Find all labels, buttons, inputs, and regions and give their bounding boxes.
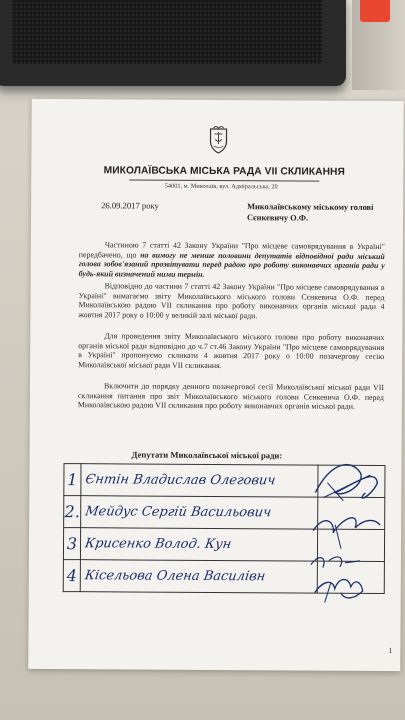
deputy-name: Крисенко Волод. Кун	[83, 536, 233, 553]
red-cap	[360, 0, 390, 22]
table-row	[63, 528, 384, 562]
table-row	[64, 464, 385, 498]
paragraph-1-text: Частиною 7 статті 42 Закону України "Про місцеве самоврядування в Україні" передбачено, що	[78, 240, 385, 260]
council-name: МИКОЛАЇВСЬКА МІСЬКА РАДА VII СКЛИКАННЯ	[103, 165, 345, 178]
addressee	[247, 201, 387, 224]
coat-of-arms-icon	[207, 126, 229, 154]
paragraph-2-text: Відповідно до частини 7 статті 42 Закону України "Про місцеве самоврядування в Україні" вимагаємо звіту Миколаївського міського голови Сєнкевича О.Ф. перед Миколаївською радою VII скликання про роботу виконавчих органів міської ради 4 жовтня 2017 року о 10:00 у великій залі міської ради.	[78, 281, 385, 321]
table-row	[64, 496, 385, 530]
signature-cell	[318, 465, 385, 497]
row-number: 2.	[64, 502, 80, 522]
paragraph-3-text: Для проведення звіту Миколаївського міського голови про роботу виконавчих органів міської ради відповідно до ч.7 ст.46 Закону України "Про місцеве самоврядування в Україні" пропонуємо скликати 4 жовтня 2017 року о 10:00 позачергову сесію Миколаївської міської ради VII скликання.	[78, 331, 385, 370]
deputy-name: Кісельова Олена Василівн	[83, 568, 267, 585]
paragraph-4	[78, 381, 384, 412]
paragraph-4-text: Включити до порядку денного позачергової сесії Миколаївської міської ради VII скликання питання про звіт Миколаївського міського голови Сєнкевича О.Ф. перед Миколаївською радою VII скликання про роботу виконавчих органів міської ради.	[77, 381, 385, 412]
paragraph-1-emphasis: на вимогу не менше половини депутатів відповідної ради міський голова зобов'язаний прозвітувати перед радою про роботу виконавчих органів ради у будь-який визначений ними термін.	[78, 250, 385, 279]
row-number: 3	[66, 534, 78, 554]
council-address: 54001, м. Миколаїв, вул. Адміральська, 20	[164, 182, 278, 191]
background-device	[0, 0, 405, 98]
paragraph-1	[79, 240, 385, 280]
device-screen	[12, 0, 322, 64]
signature-cell	[318, 529, 385, 561]
row-number: 1	[67, 470, 78, 490]
document-page	[28, 99, 403, 671]
signature-cell	[318, 497, 385, 529]
table-row	[63, 560, 384, 594]
deputy-name: Єнтін Владислав Олегович	[84, 472, 277, 489]
signature-cell	[318, 561, 385, 593]
paragraph-3	[78, 331, 384, 371]
letter-date: 26.09.2017 року	[101, 200, 159, 211]
page-number: 1	[388, 646, 393, 656]
deputy-name: Мейдус Сергій Васильович	[84, 504, 273, 521]
device-body	[0, 0, 346, 86]
signature-table	[63, 463, 386, 594]
row-number: 4	[66, 566, 77, 586]
deputies-title: Депутати Миколаївської міської ради:	[131, 449, 283, 461]
paragraph-2	[78, 281, 384, 321]
addressee-line-1: Миколаївському міському голові	[247, 202, 374, 212]
addressee-line-2: Сєнкевичу О.Ф.	[246, 213, 309, 223]
header-divider	[129, 179, 319, 181]
